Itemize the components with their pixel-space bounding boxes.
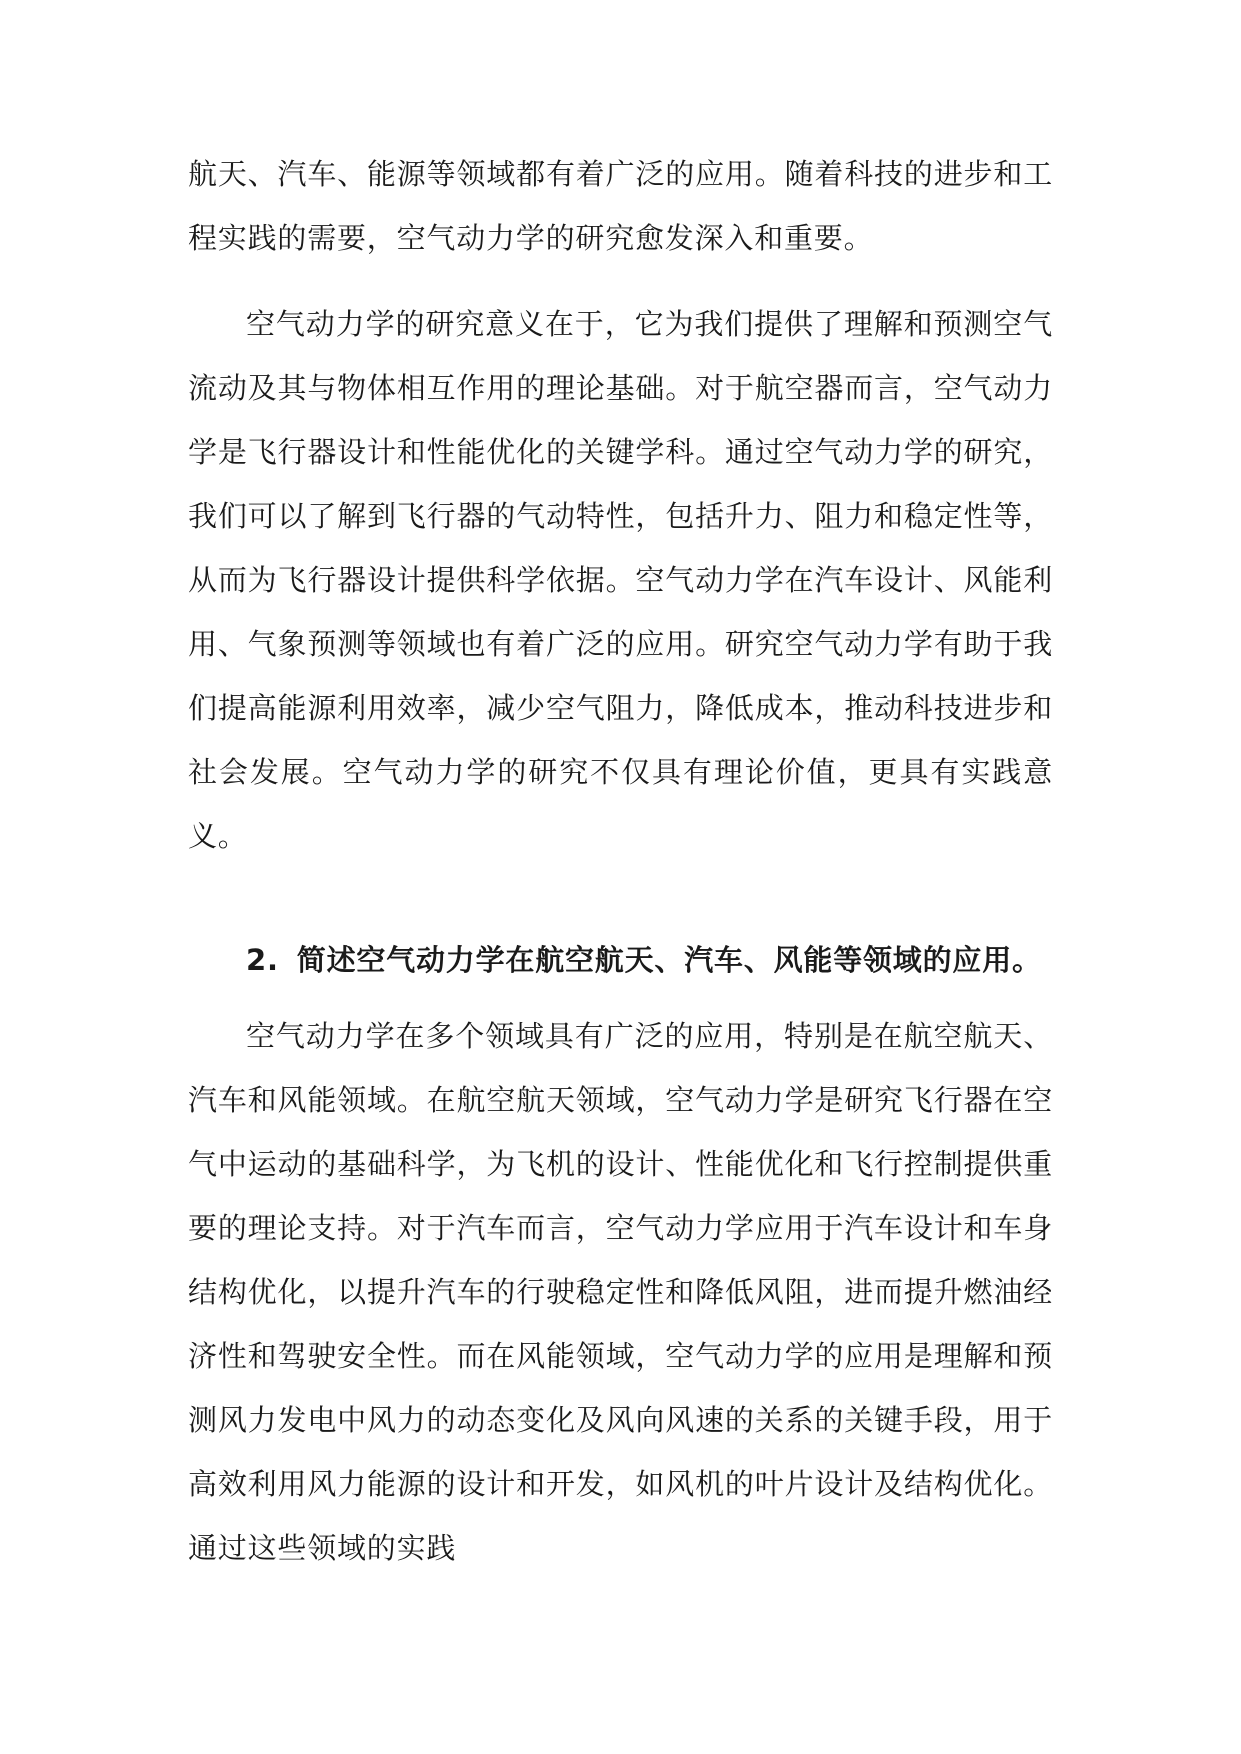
section-number: 2.: [246, 943, 279, 977]
body-paragraph-2: 空气动力学的研究意义在于，它为我们提供了理解和预测空气流动及其与物体相互作用的理论基础。对于航空器而言，空气动力学是飞行器设计和性能优化的关键学科。通过空气动力学的研究，我们可以了解到飞行器的气动特性，包括升力、阻力和稳定性等，从而为飞行器设计提供科学依据。空气动力学在汽车设计、风能利用、气象预测等领域也有着广泛的应用。研究空气动力学有助于我们提高能源利用效率，减少空气阻力，降低成本，推动科技进步和社会发展。空气动力学的研究不仅具有理论价值，更具有实践意义。: [188, 307, 1053, 853]
body-paragraph-3: 空气动力学在多个领域具有广泛的应用，特别是在航空航天、汽车和风能领域。在航空航天领域，空气动力学是研究飞行器在空气中运动的基础科学，为飞机的设计、性能优化和飞行控制提供重要的理论支持。对于汽车而言，空气动力学应用于汽车设计和车身结构优化，以提升汽车的行驶稳定性和降低风阻，进而提升燃油经济性和驾驶安全性。而在风能领域，空气动力学的应用是理解和预测风力发电中风力的动态变化及风向风速的关系的关键手段，用于高效利用风力能源的设计和开发，如风机的叶片设计及结构优化。通过这些领域的实践: [188, 1019, 1053, 1565]
body-paragraph-1: 航天、汽车、能源等领域都有着广泛的应用。随着科技的进步和工程实践的需要，空气动力学的研究愈发深入和重要。: [188, 157, 1053, 255]
section-heading: [246, 928, 1042, 992]
section-title: 简述空气动力学在航空航天、汽车、风能等领域的应用。: [296, 943, 1042, 977]
